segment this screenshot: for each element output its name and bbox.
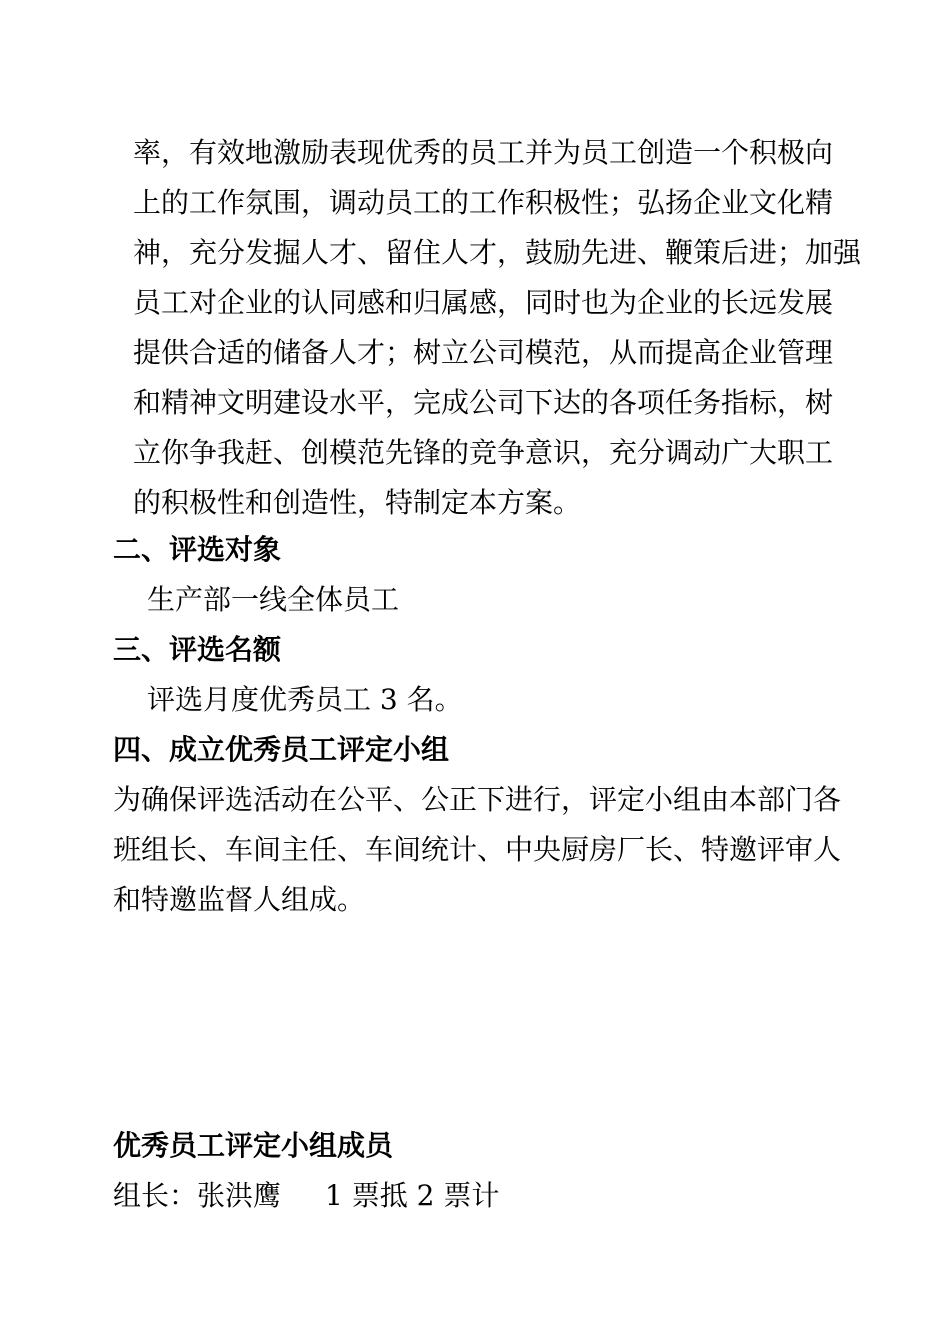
committee-setup-line-2: 班组长、车间主任、车间统计、中央厨房厂长、特邀评审人 <box>113 833 842 866</box>
intro-line-2: 上的工作氛围，调动员工的工作积极性；弘扬企业文化精 <box>133 186 834 219</box>
intro-line-7: 立你争我赶、创模范先锋的竞争意识，充分调动广大职工 <box>133 436 834 469</box>
section-body-selection-target: 生产部一线全体员工 <box>147 583 400 616</box>
intro-line-1: 率，有效地激励表现优秀的员工并为员工创造一个积极向 <box>133 136 834 169</box>
intro-line-6: 和精神文明建设水平，完成公司下达的各项任务指标，树 <box>133 386 834 419</box>
committee-setup-line-1: 为确保评选活动在公平、公正下进行，评定小组由本部门各 <box>113 783 842 816</box>
section-heading-selection-target: 二、评选对象 <box>113 533 282 566</box>
committee-leader-line <box>113 1178 499 1214</box>
committee-leader-label: 组长：张洪鹰 <box>113 1179 282 1212</box>
intro-line-4: 员工对企业的认同感和归属感，同时也为企业的长远发展 <box>133 286 834 319</box>
committee-setup-line-3: 和特邀监督人组成。 <box>113 883 366 916</box>
intro-line-3: 神，充分发掘人才、留住人才，鼓励先进、鞭策后进；加强 <box>133 236 862 269</box>
section-body-selection-quota: 评选月度优秀员工 3 名。 <box>147 683 463 716</box>
section-heading-selection-quota: 三、评选名额 <box>113 633 282 666</box>
committee-leader-vote: 1 票抵 2 票计 <box>325 1179 500 1212</box>
section-heading-committee-setup: 四、成立优秀员工评定小组 <box>113 733 450 766</box>
intro-line-8: 的积极性和创造性，特制定本方案。 <box>133 486 582 519</box>
intro-line-5: 提供合适的储备人才；树立公司模范，从而提高企业管理 <box>133 336 834 369</box>
committee-members-heading: 优秀员工评定小组成员 <box>113 1129 394 1162</box>
